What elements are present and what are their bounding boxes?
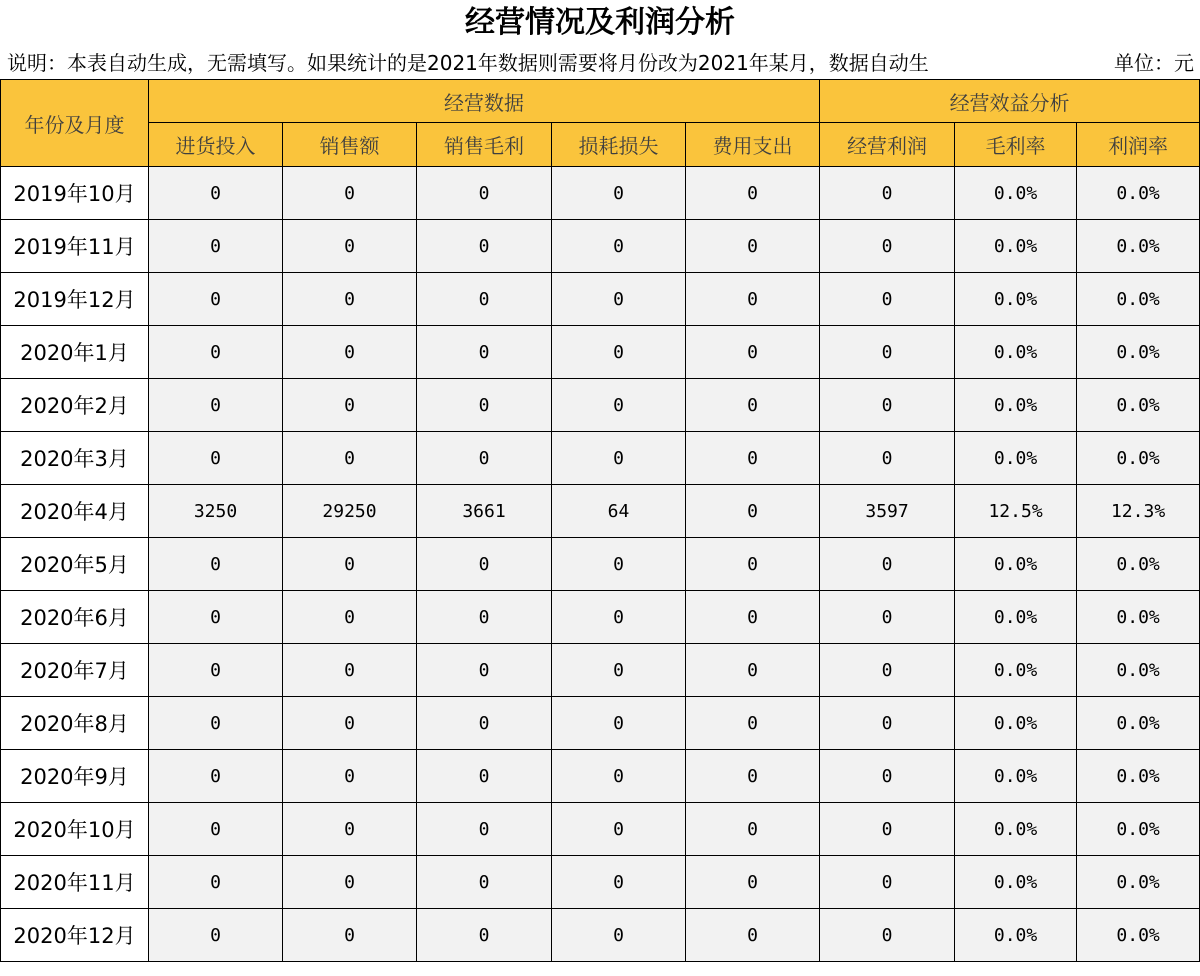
value-cell[interactable]: 0	[686, 750, 820, 803]
period-cell[interactable]: 2020年12月	[1, 909, 149, 962]
table-row	[1, 856, 1200, 909]
table-row	[1, 591, 1200, 644]
column-header: 费用支出	[686, 123, 820, 167]
value-cell[interactable]: 0.0%	[955, 432, 1077, 485]
value-cell[interactable]: 0	[283, 432, 417, 485]
value-cell[interactable]: 0.0%	[955, 220, 1077, 273]
value-cell[interactable]: 0	[552, 856, 686, 909]
table-row	[1, 644, 1200, 697]
value-cell[interactable]: 0	[552, 697, 686, 750]
period-cell[interactable]: 2020年2月	[1, 379, 149, 432]
value-cell[interactable]: 0	[417, 909, 552, 962]
table-body	[1, 167, 1200, 962]
value-cell[interactable]: 0	[552, 750, 686, 803]
period-cell[interactable]: 2020年11月	[1, 856, 149, 909]
value-cell[interactable]: 0	[149, 220, 283, 273]
value-cell[interactable]: 12.3%	[1077, 485, 1200, 538]
value-cell[interactable]: 3597	[820, 485, 955, 538]
value-cell[interactable]: 0	[686, 379, 820, 432]
value-cell[interactable]: 0	[820, 750, 955, 803]
column-header: 销售毛利	[417, 123, 552, 167]
value-cell[interactable]: 0.0%	[1077, 856, 1200, 909]
value-cell[interactable]: 0.0%	[1077, 432, 1200, 485]
value-cell[interactable]: 0.0%	[1077, 803, 1200, 856]
value-cell[interactable]: 0	[283, 909, 417, 962]
value-cell[interactable]: 0.0%	[1077, 538, 1200, 591]
value-cell[interactable]: 0	[149, 538, 283, 591]
table-row	[1, 697, 1200, 750]
value-cell[interactable]: 0	[283, 750, 417, 803]
value-cell[interactable]: 0	[283, 644, 417, 697]
value-cell[interactable]: 0	[820, 167, 955, 220]
value-cell[interactable]: 0	[417, 750, 552, 803]
value-cell[interactable]: 0	[283, 591, 417, 644]
period-cell[interactable]: 2019年12月	[1, 273, 149, 326]
value-cell[interactable]: 0	[552, 167, 686, 220]
value-cell[interactable]: 0.0%	[1077, 591, 1200, 644]
value-cell[interactable]: 0	[686, 326, 820, 379]
period-cell[interactable]: 2020年5月	[1, 538, 149, 591]
table-row	[1, 803, 1200, 856]
table-row	[1, 379, 1200, 432]
value-cell[interactable]: 0	[686, 220, 820, 273]
value-cell[interactable]: 12.5%	[955, 485, 1077, 538]
value-cell[interactable]: 0	[417, 591, 552, 644]
group-header-benefit: 经营效益分析	[820, 80, 1200, 123]
value-cell[interactable]: 0.0%	[955, 591, 1077, 644]
value-cell[interactable]: 0	[283, 697, 417, 750]
page-title: 经营情况及利润分析	[465, 5, 735, 40]
value-cell[interactable]: 0	[149, 644, 283, 697]
value-cell[interactable]: 0	[417, 803, 552, 856]
table-row	[1, 220, 1200, 273]
value-cell[interactable]: 0	[283, 379, 417, 432]
value-cell[interactable]: 0	[417, 273, 552, 326]
group-header-business: 经营数据	[149, 80, 820, 123]
value-cell[interactable]: 0	[283, 273, 417, 326]
value-cell[interactable]: 0.0%	[1077, 750, 1200, 803]
note-bar	[0, 47, 1200, 79]
value-cell[interactable]: 0.0%	[955, 644, 1077, 697]
unit-text: 单位：元	[1114, 51, 1194, 75]
period-cell[interactable]: 2020年4月	[1, 485, 149, 538]
column-header: 进货投入	[149, 123, 283, 167]
value-cell[interactable]: 0	[820, 220, 955, 273]
table-row	[1, 909, 1200, 962]
value-cell[interactable]: 0	[417, 220, 552, 273]
period-cell[interactable]: 2020年3月	[1, 432, 149, 485]
value-cell[interactable]: 0	[149, 697, 283, 750]
table-row	[1, 432, 1200, 485]
value-cell[interactable]: 0	[417, 432, 552, 485]
value-cell[interactable]: 0	[686, 909, 820, 962]
value-cell[interactable]: 0	[552, 644, 686, 697]
value-cell[interactable]: 0	[686, 485, 820, 538]
value-cell[interactable]: 0.0%	[1077, 326, 1200, 379]
value-cell[interactable]: 0	[149, 856, 283, 909]
value-cell[interactable]: 0	[552, 538, 686, 591]
value-cell[interactable]: 0.0%	[1077, 697, 1200, 750]
value-cell[interactable]: 0	[686, 273, 820, 326]
value-cell[interactable]: 0	[552, 803, 686, 856]
period-cell[interactable]: 2020年1月	[1, 326, 149, 379]
value-cell[interactable]: 0	[149, 591, 283, 644]
column-header: 损耗损失	[552, 123, 686, 167]
period-cell[interactable]: 2020年6月	[1, 591, 149, 644]
value-cell[interactable]: 0	[820, 273, 955, 326]
value-cell[interactable]: 0.0%	[1077, 220, 1200, 273]
table-row	[1, 273, 1200, 326]
value-cell[interactable]: 0	[820, 644, 955, 697]
table-row	[1, 485, 1200, 538]
value-cell[interactable]: 0	[686, 432, 820, 485]
value-cell[interactable]: 0	[820, 909, 955, 962]
value-cell[interactable]: 0	[417, 856, 552, 909]
value-cell[interactable]: 0	[149, 379, 283, 432]
value-cell[interactable]: 0	[283, 326, 417, 379]
value-cell[interactable]: 0	[149, 750, 283, 803]
value-cell[interactable]: 0	[820, 803, 955, 856]
table-row	[1, 750, 1200, 803]
period-cell[interactable]: 2020年8月	[1, 697, 149, 750]
column-header: 经营利润	[820, 123, 955, 167]
value-cell[interactable]: 0	[686, 697, 820, 750]
column-header: 利润率	[1077, 123, 1200, 167]
value-cell[interactable]: 0	[820, 326, 955, 379]
value-cell[interactable]: 29250	[283, 485, 417, 538]
value-cell[interactable]: 0	[552, 273, 686, 326]
value-cell[interactable]: 0	[552, 432, 686, 485]
value-cell[interactable]: 0	[686, 538, 820, 591]
value-cell[interactable]: 0.0%	[1077, 379, 1200, 432]
value-cell[interactable]: 0	[552, 591, 686, 644]
value-cell[interactable]: 0	[149, 167, 283, 220]
table-row	[1, 326, 1200, 379]
value-cell[interactable]: 3250	[149, 485, 283, 538]
value-cell[interactable]: 0	[686, 644, 820, 697]
period-header: 年份及月度	[1, 80, 149, 167]
period-cell[interactable]: 2019年10月	[1, 167, 149, 220]
value-cell[interactable]: 0	[283, 167, 417, 220]
value-cell[interactable]: 0	[149, 273, 283, 326]
period-cell[interactable]: 2020年9月	[1, 750, 149, 803]
column-header: 销售额	[283, 123, 417, 167]
value-cell[interactable]: 64	[552, 485, 686, 538]
value-cell[interactable]: 0	[417, 697, 552, 750]
value-cell[interactable]: 0	[283, 220, 417, 273]
table-row	[1, 538, 1200, 591]
value-cell[interactable]: 0	[149, 909, 283, 962]
value-cell[interactable]: 0	[417, 538, 552, 591]
value-cell[interactable]: 3661	[417, 485, 552, 538]
value-cell[interactable]: 0.0%	[955, 326, 1077, 379]
value-cell[interactable]: 0.0%	[1077, 909, 1200, 962]
value-cell[interactable]: 0	[686, 856, 820, 909]
value-cell[interactable]: 0	[820, 697, 955, 750]
value-cell[interactable]: 0	[283, 538, 417, 591]
value-cell[interactable]: 0	[552, 326, 686, 379]
value-cell[interactable]: 0.0%	[955, 697, 1077, 750]
value-cell[interactable]: 0	[820, 856, 955, 909]
value-cell[interactable]: 0	[686, 803, 820, 856]
value-cell[interactable]: 0	[417, 379, 552, 432]
value-cell[interactable]: 0	[283, 856, 417, 909]
value-cell[interactable]: 0	[149, 803, 283, 856]
period-cell[interactable]: 2020年7月	[1, 644, 149, 697]
value-cell[interactable]: 0	[686, 167, 820, 220]
period-cell[interactable]: 2020年10月	[1, 803, 149, 856]
value-cell[interactable]: 0.0%	[955, 538, 1077, 591]
value-cell[interactable]: 0	[552, 909, 686, 962]
value-cell[interactable]: 0	[686, 591, 820, 644]
value-cell[interactable]: 0	[552, 379, 686, 432]
value-cell[interactable]: 0	[417, 167, 552, 220]
value-cell[interactable]: 0.0%	[1077, 644, 1200, 697]
value-cell[interactable]: 0.0%	[955, 803, 1077, 856]
value-cell[interactable]: 0.0%	[955, 167, 1077, 220]
profit-analysis-table	[0, 79, 1200, 962]
table-row	[1, 167, 1200, 220]
value-cell[interactable]: 0	[820, 432, 955, 485]
value-cell[interactable]: 0.0%	[955, 750, 1077, 803]
value-cell[interactable]: 0.0%	[955, 856, 1077, 909]
value-cell[interactable]: 0.0%	[1077, 167, 1200, 220]
value-cell[interactable]: 0.0%	[1077, 273, 1200, 326]
column-header: 毛利率	[955, 123, 1077, 167]
value-cell[interactable]: 0.0%	[955, 273, 1077, 326]
value-cell[interactable]: 0	[417, 326, 552, 379]
value-cell[interactable]: 0	[283, 803, 417, 856]
value-cell[interactable]: 0	[820, 379, 955, 432]
period-cell[interactable]: 2019年11月	[1, 220, 149, 273]
note-text: 说明：本表自动生成，无需填写。如果统计的是2021年数据则需要将月份改为2021年某月，数据自动生	[7, 51, 929, 75]
value-cell[interactable]: 0	[417, 644, 552, 697]
value-cell[interactable]: 0	[820, 591, 955, 644]
value-cell[interactable]: 0	[149, 432, 283, 485]
value-cell[interactable]: 0	[820, 538, 955, 591]
value-cell[interactable]: 0	[552, 220, 686, 273]
value-cell[interactable]: 0.0%	[955, 909, 1077, 962]
value-cell[interactable]: 0.0%	[955, 379, 1077, 432]
value-cell[interactable]: 0	[149, 326, 283, 379]
